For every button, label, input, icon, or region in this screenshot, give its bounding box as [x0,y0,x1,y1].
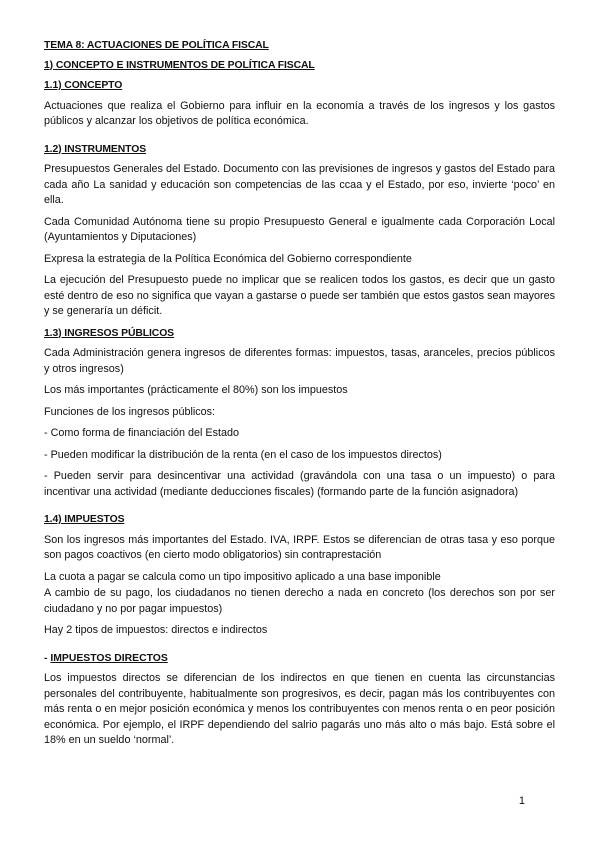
subsection-heading-directos: IMPUESTOS DIRECTOS [50,652,168,664]
paragraph-ingresos-importantes: Los más importantes (prácticamente el 80%) son los impuestos [44,384,348,396]
list-item-financiacion: - Como forma de financiación del Estado [44,427,240,439]
paragraph-cuota: La cuota a pagar se calcula como un tipo impositivo aplicado a una base imponible [44,570,441,583]
subsection-heading-concepto: 1.1) CONCEPTO [44,80,123,91]
paragraph-funciones: Funciones de los ingresos públicos: [44,405,216,418]
section-heading-concepto-instrumentos: 1) CONCEPTO E INSTRUMENTOS DE POLÍTICA FISCAL [44,59,315,71]
paragraph-ingresos-formas: Cada Administración genera ingresos de diferentes formas: impuestos, tasas, aranceles, precios públicos y otros ingresos) [44,347,555,375]
subsection-heading-ingresos: 1.3) INGRESOS PÚBLICOS [44,327,175,339]
paragraph-directos: Los impuestos directos se diferencian de los indirectos en que tienen en cuenta las circunstancias personales del contribuyente, habitualmente son progresivos, es decir, pagan más los contribuyentes con más renta o en mejor posición económica y menos los contribuyentes con menos renta o en peor posición económica. Por ejemplo, el IRPF dependiendo del salrio pagarás uno más alto o más bajo. Está sobre el 18% en un sueldo ‘normal’. [44,672,555,746]
paragraph-impuestos-ingresos: Son los ingresos más importantes del Estado. IVA, IRPF. Estos se diferencian de otras tasa y eso porque son pagos coactivos (en cierto modo obligatorios) sin contraprestación [44,533,555,561]
subsection-heading-impuestos: 1.4) IMPUESTOS [44,514,125,525]
paragraph-ejecucion: La ejecución del Presupuesto puede no implicar que se realicen todos los gastos, es decir que un gasto esté dentro de eso no significa que vayan a gastarse o puede ser también que estos gastos sean mayores y se generaría un déficit. [44,274,555,317]
paragraph-tipos: Hay 2 tipos de impuestos: directos e indirectos [44,624,268,636]
paragraph-estrategia: Expresa la estrategia de la Política Económica del Gobierno correspondiente [44,252,412,265]
subsection-heading-directos-row [44,651,555,667]
document-title: TEMA 8: ACTUACIONES DE POLÍTICA FISCAL [44,40,269,51]
list-item-incentivar: - Pueden servir para desincentivar una actividad (gravándola con una tasa o un impuesto) o para incentivar una actividad (mediante deducciones fiscales) (formando parte de la función asignadora) [44,470,555,498]
paragraph-concepto: Actuaciones que realiza el Gobierno para influir en la economía a través de los ingresos y los gastos públicos y alcanzar los objetivos de política económica. [44,99,555,127]
page-number: 1 [518,795,525,807]
subsection-heading-instrumentos: 1.2) INSTRUMENTOS [44,143,147,155]
paragraph-comunidad-autonoma: Cada Comunidad Autónoma tiene su propio Presupuesto General e igualmente cada Corporación Local (Ayuntamientos y Diputaciones) [44,215,555,243]
paragraph-cambio-pago: A cambio de su pago, los ciudadanos no tienen derecho a nada en concreto (los derechos son por ser ciudadano y no por pagar impuestos) [44,587,555,615]
heading-dash: - [44,652,51,664]
paragraph-presupuestos: Presupuestos Generales del Estado. Documento con las previsiones de ingresos y gastos del Estado para cada año La sanidad y educación son competencias de las ccaa y el Estado, por eso, invierte ‘poco’ en ella. [44,163,555,206]
list-item-distribucion: - Pueden modificar la distribución de la renta (en el caso de los impuestos directos) [44,448,442,461]
